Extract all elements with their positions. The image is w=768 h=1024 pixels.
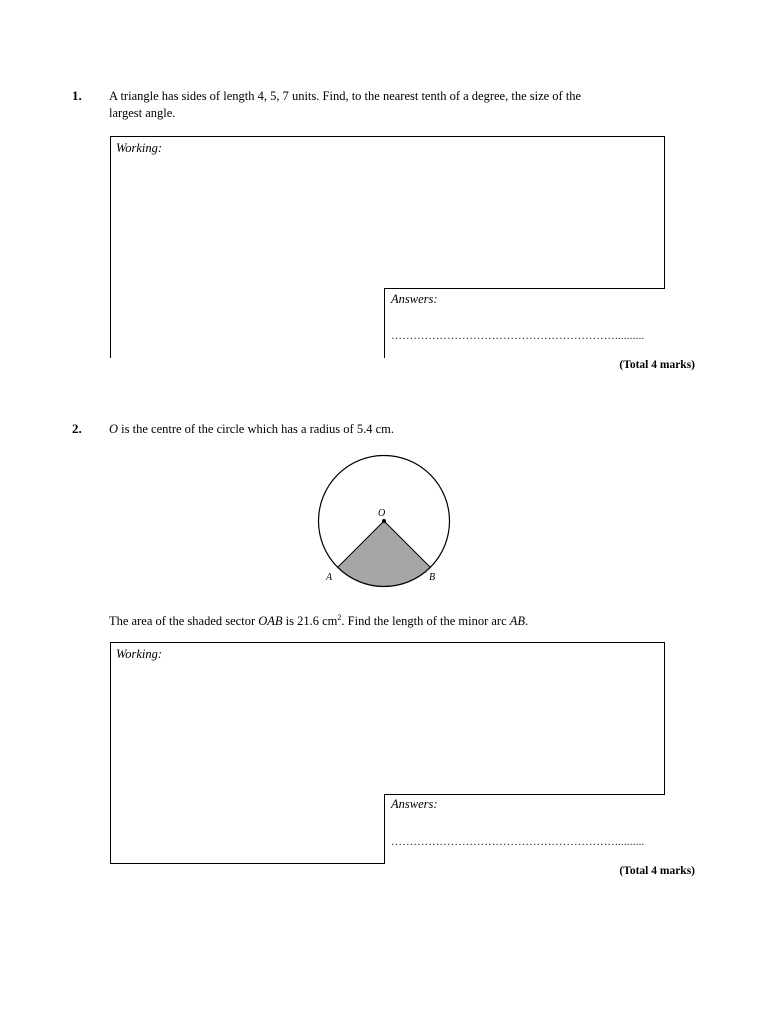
question-2-text [109, 609, 528, 630]
question-2-var-ab: AB [509, 614, 526, 629]
point-a-label: A [326, 572, 333, 583]
centre-point-o [382, 519, 386, 523]
point-o-label: O [378, 508, 386, 519]
shaded-sector-oab [338, 521, 431, 586]
question-2-answer-line: …………………………………………………….......... [391, 836, 645, 848]
point-b-label: B [429, 572, 436, 583]
question-2-text-part4: . [525, 614, 529, 629]
question-2-total-marks: (Total 4 marks) [619, 865, 695, 877]
question-2-var-oab: OAB [258, 614, 283, 629]
question-2-working-label: Working: [116, 647, 163, 661]
question-1-working-label: Working: [116, 141, 163, 155]
question-1-answer-line: …………………………………………………….......... [391, 330, 645, 342]
question-2-exponent: 2 [337, 613, 342, 622]
question-1-number: 1. [72, 88, 82, 103]
question-1-text-line1: A triangle has sides of length 4, 5, 7 units. Find, to the nearest tenth of a degree, the size of the [109, 89, 582, 103]
question-2-text-part2: is 21.6 cm [282, 614, 338, 629]
question-2-var-o: O [109, 422, 119, 436]
question-1-text-line2: largest angle. [109, 106, 176, 120]
question-2-text-part3: . Find the length of the minor arc [341, 614, 510, 629]
question-2-text-part1: The area of the shaded sector [109, 614, 259, 629]
question-2-number: 2. [72, 421, 82, 436]
question-1-answers-label: Answers: [391, 292, 438, 306]
question-2-answers-label: Answers: [391, 797, 438, 811]
question-2-intro-text: is the centre of the circle which has a radius of 5.4 cm. [118, 422, 394, 436]
question-1-total-marks: (Total 4 marks) [619, 359, 695, 371]
